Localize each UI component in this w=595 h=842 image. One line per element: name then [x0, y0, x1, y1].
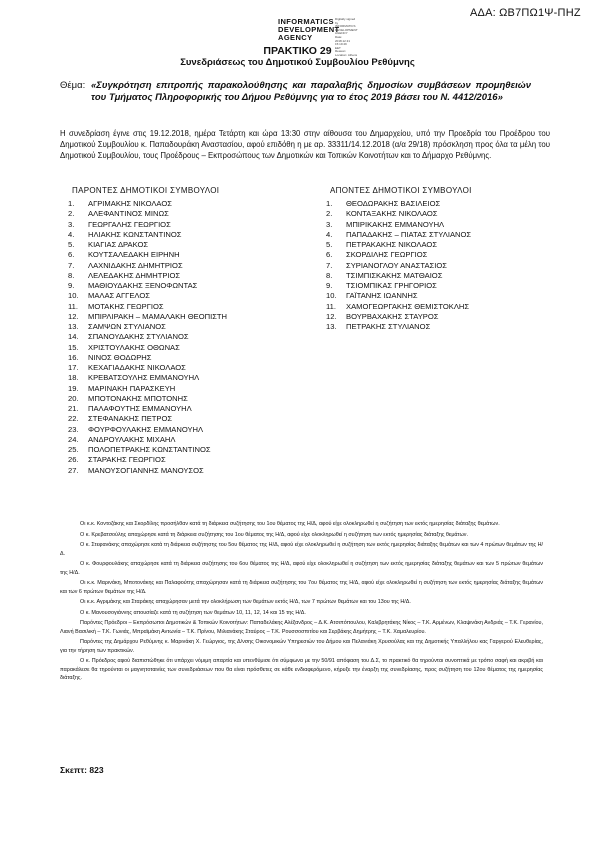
present-member-name: ΦΟΥΡΦΟΥΛΑΚΗΣ ΕΜΜΑΝΟΥΗΛ [88, 424, 204, 434]
absent-member-name: ΚΟΝΤΑΞΑΚΗΣ ΝΙΚΟΛΑΟΣ [346, 209, 438, 219]
present-member-number: 13. [68, 322, 79, 331]
absent-member-number: 8. [326, 270, 333, 280]
absent-member [326, 322, 471, 332]
absent-member [326, 220, 471, 230]
note-paragraph: Ο κ. Κρεβατσούλης απαχώρησε κατά τη διάρκεια συζήτησης του 1ου θέματος της Η/Δ, αφού είχε ολοκληρωθεί η συζήτηση των εκτός ημερησίας διάταξης θεμάτων. [80, 531, 468, 538]
present-heading: ΠΑΡΟΝΤΕΣ ΔΗΜΟΤΙΚΟΙ ΣΥΜΒΟΥΛΟΙ [72, 186, 220, 195]
absent-member-number: 4. [326, 229, 333, 239]
stamp-line-3: AGENCY [278, 33, 313, 42]
present-member [68, 404, 227, 414]
stamp-line-1: INFORMATICS [278, 17, 334, 26]
present-member-name: ΠΑΛΑΦΟΥΤΗΣ ΕΜΜΑΝΟΥΗΛ [88, 404, 192, 413]
note-paragraph: Παρόντες Πρόεδροι – Εκπρόσωποι Δημοτικών & Τοπικών Κοινοτήτων: Παπαδελάκης Αλέξανδρος – Δ.Κ. Ατσιπόπουλου, Καλιβρητάκης Νίκος – Τ.Κ. Αρμένων, Κλαψινάκη Ανδριάς – Τ.Κ. Γερανίου, Λιανή Βασιλική – Τ.Κ. Γωνιάς, Μπραϊμάκη Αντωνία – Τ.Κ. Πρίνου, Μιλιανάκης Σταύρος – Τ.Κ. Ρουσσοσπιτίου και Σερβάκης Δημήτρης – Τ.Κ. Χαμαλευρίου. [60, 620, 543, 635]
absent-member [326, 240, 471, 250]
present-member-number: 7. [68, 260, 75, 270]
present-member-number: 19. [68, 383, 79, 393]
present-member-number: 12. [68, 311, 79, 321]
present-member-name: ΣΠΑΝΟΥΔΑΚΗΣ ΣΤΥΛΙΑΝΟΣ [88, 332, 189, 342]
absent-member-name: ΤΣΙΜΠΙΣΚΑΚΗΣ ΜΑΤΘΑΙΟΣ [346, 270, 443, 280]
present-member-number: 18. [68, 373, 79, 383]
present-member-number: 25. [68, 445, 79, 454]
present-member-number: 2. [68, 209, 75, 219]
present-member-name: ΚΙΑΓΙΑΣ ΔΡΑΚΟΣ [88, 240, 149, 249]
present-member-name: ΣΤΑΡΑΚΗΣ ΓΕΩΡΓΙΟΣ [88, 455, 166, 465]
present-member [68, 291, 227, 301]
present-member [68, 250, 227, 260]
absent-member-name: ΓΑΪΤΑΝΗΣ ΙΩΑΝΝΗΣ [346, 291, 418, 301]
absent-member-number: 6. [326, 250, 333, 260]
present-member [68, 363, 227, 373]
absent-member-name: ΠΕΤΡΑΚΗΣ ΣΤΥΛΙΑΝΟΣ [346, 322, 431, 331]
present-member-number: 9. [68, 281, 75, 290]
absent-member [326, 271, 471, 281]
absent-member-number: 9. [326, 281, 333, 290]
stamp-detail-2: INFORMATICS [335, 24, 356, 29]
present-member [68, 455, 227, 465]
note-paragraph: Ο κ. Μανουσογιάννης απουσίαζε κατά τη συζήτηση των θεμάτων 10, 11, 12, 14 και 15 της Η/Δ. [80, 609, 306, 616]
present-list [68, 199, 227, 476]
present-member-number: 3. [68, 219, 75, 229]
present-member-name: ΚΕΧΑΓΙΑΔΑΚΗΣ ΝΙΚΟΛΑΟΣ [88, 363, 186, 372]
present-member [68, 209, 227, 219]
stamp-detail-3: DEVELOPMENT AGENCY [335, 27, 358, 36]
absent-member-number: 1. [326, 199, 333, 208]
absent-member-number: 10. [326, 291, 337, 301]
present-member-number: 8. [68, 270, 75, 280]
absent-heading: ΑΠΟΝΤΕΣ ΔΗΜΟΤΙΚΟΙ ΣΥΜΒΟΥΛΟΙ [330, 186, 472, 195]
absent-member-number: 12. [326, 311, 337, 321]
present-member [68, 384, 227, 394]
absent-member-name: ΠΑΠΑΔΑΚΗΣ – ΠΙΑΤΑΣ ΣΤΥΛΙΑΝΟΣ [346, 229, 472, 239]
present-member-number: 26. [68, 455, 79, 465]
present-member-number: 4. [68, 229, 75, 239]
absent-member-number: 11. [326, 301, 336, 311]
present-member-name: ΜΠΟΤΟΝΑΚΗΣ ΜΠΟΤΟΝΗΣ [88, 393, 188, 403]
present-member-name: ΧΡΙΣΤΟΥΛΑΚΗΣ ΟΘΩΝΑΣ [88, 342, 180, 352]
present-member [68, 445, 227, 455]
intro-paragraph: Η συνεδρίαση έγινε στις 19.12.2018, ημέρα Τετάρτη και ώρα 13:30 στην αίθουσα του Δημαρχείου, υπό την Προεδρία του Προέδρου του Δημοτικού Συμβουλίου κ. Παπαδουράκη Αναστασίου, αφού επιδόθη η με αρ. 33311/14.12.2018 (α/α 29/18) πρόσκληση προς όλα τα μέλη του Δημοτικού Συμβουλίου, τους Προέδρους – Εκπροσώπους των Δημοτικών και Τοπικών Κοινοτήτων και το Δήμαρχο Ρεθύμνης. [60, 129, 550, 160]
absent-member [326, 199, 471, 209]
absent-member-name: ΘΕΟΔΩΡΑΚΗΣ ΒΑΣΙΛΕΙΟΣ [346, 199, 441, 208]
present-member [68, 435, 227, 445]
absent-member [326, 230, 471, 240]
stamp-detail-5: EET [335, 45, 341, 50]
subject-label: Θέμα: [60, 80, 86, 91]
present-member [68, 261, 227, 271]
absent-member-name: ΒΟΥΡΒΑΧΑΚΗΣ ΣΤΑΥΡΟΣ [346, 311, 439, 321]
present-member-number: 23. [68, 424, 79, 434]
note-paragraph: Παρόντες της Δημάρχου Ρεθύμνης κ. Μαρινάκη Χ. Γεώργιος, της Δ/νσης Οικονομικών Υπηρεσιών του Δήμου και Πελανιάκη Χρυσούλας και της Δημοτικής Υπαλλήλου κας Γαργερού Ελευθερίας, για την τήρηση των πρακτικών. [60, 639, 543, 654]
present-member-name: ΚΡΕΒΑΤΣΟΥΛΗΣ ΕΜΜΑΝΟΥΗΛ [88, 373, 200, 383]
present-member [68, 425, 227, 435]
note-paragraph: Οι κ.κ. Αγριμάκης και Σταράκης απαχώρησαν μετά την ολοκλήρωση των θεμάτων εκτός Η/Δ, των 7 πρώτων θεμάτων και του 13ου της Η/Δ. [80, 599, 411, 605]
present-member [68, 271, 227, 281]
note-paragraph: Ο κ. Φουρφουλάκης απαχώρησε κατά τη διάρκεια συζήτησης του 6ου θέματος της Η/Δ, αφού είχε ολοκληρωθεί η συζήτηση των εκτός ημερησίας διάταξης θεμάτων και των 5 πρώτων θεμάτων της Η/Δ. [60, 561, 543, 576]
present-member-name: ΣΤΕΦΑΝΑΚΗΣ ΠΕΤΡΟΣ [88, 414, 173, 424]
present-member [68, 373, 227, 383]
present-member-number: 14. [68, 332, 79, 342]
present-member-number: 16. [68, 352, 79, 362]
present-member [68, 322, 227, 332]
note-paragraph: Ο κ. Στεφανάκης απαχώρησε κατά τη διάρκεια συζήτησης του 5ου θέματος της Η/Δ, αφού είχε ολοκληρωθεί η συζήτηση των εκτός ημερησίας διάταξης θεμάτων και των 4 πρώτων θεμάτων της Η/Δ. [60, 542, 543, 557]
absent-member-name: ΜΠΙΡΙΚΑΚΗΣ ΕΜΜΑΝΟΥΗΛ [346, 219, 445, 229]
notes-section [60, 520, 543, 685]
present-member [68, 199, 227, 209]
present-member [68, 312, 227, 322]
present-member [68, 332, 227, 342]
present-member [68, 343, 227, 353]
present-member-number: 11. [68, 301, 78, 311]
present-member-number: 20. [68, 393, 79, 403]
present-member-number: 1. [68, 199, 75, 208]
stamp-line-2: DEVELOPMENT [278, 25, 340, 34]
present-member-name: ΑΛΕΦΑΝΤΙΝΟΣ ΜΙΝΩΣ [88, 209, 169, 219]
absent-member-number: 3. [326, 219, 333, 229]
present-member-number: 21. [68, 404, 79, 413]
session-title: Συνεδριάσεως του Δημοτικού Συμβουλίου Ρεθύμνης [180, 57, 415, 68]
present-member-name: ΜΑΝΟΥΣΟΓΙΑΝΝΗΣ ΜΑΝΟΥΣΟΣ [88, 465, 204, 475]
absent-member [326, 281, 471, 291]
present-member-name: ΜΟΤΑΚΗΣ ΓΕΩΡΓΙΟΣ [88, 301, 164, 311]
note-paragraph: Ο κ. Πρόεδρος αφού διαπιστώθηκε ότι υπάρχει νόμιμη απαρτία και υπενθύμισε ότι σύμφωνα με την 50/91 απόφαση του Δ.Σ, το πρακτικό θα τηρούνται συνοπτικά με τρόπο σαφή και ακριβή και παρακάλεσε θα τηρούνται οι μαγνητοταινίες των συνεδριάσεων που θα είναι πρόσθετες σε κάθε ενδιαφερόμενο, κήρυξε την έναρξη της συνεδρίασης, προς συζήτηση του 12ου θέματος της ημερησίας διάταξης. [60, 658, 543, 681]
present-member-name: ΜΑΡΙΝΑΚΗ ΠΑΡΑΣΚΕΥΗ [88, 383, 176, 393]
present-member [68, 414, 227, 424]
present-member-name: ΛΕΛΕΔΑΚΗΣ ΔΗΜΗΤΡΙΟΣ [88, 270, 181, 280]
present-member-number: 15. [68, 342, 79, 352]
absent-member-name: ΠΕΤΡΑΚΑΚΗΣ ΝΙΚΟΛΑΟΣ [346, 240, 438, 249]
present-member-name: ΓΕΩΡΓΑΛΗΣ ΓΕΩΡΓΙΟΣ [88, 219, 171, 229]
note-paragraph: Οι κ.κ. Κοντοζάκης και Σκορδίλης προσήλθαν κατά τη διάρκεια συζήτησης του 1ου θέματος της Η/Δ, αφού είχε ολοκληρωθεί η συζήτηση των εκτός ημερησίας διάταξης θεμάτων. [80, 521, 500, 527]
present-member [68, 394, 227, 404]
present-member-name: ΑΝΔΡΟΥΛΑΚΗΣ ΜΙΧΑΗΛ [88, 434, 176, 444]
present-member-number: 5. [68, 240, 75, 249]
present-member-number: 22. [68, 414, 79, 424]
absent-member [326, 209, 471, 219]
subject-text: «Συγκρότηση επιτροπής παρακολούθησης και παραλαβής δημοσίων συμβάσεων προμηθειών του Τμήματος Πληροφορικής του Δήμου Ρεθύμνης για το έτος 2019 βάσει του Ν. 4412/2016» [91, 80, 531, 103]
absent-member-name: ΣΚΟΡΔΙΛΗΣ ΓΕΩΡΓΙΟΣ [346, 250, 428, 260]
absent-member-number: 7. [326, 260, 333, 270]
stamp-detail-6: Reason: [335, 49, 347, 54]
present-member-name: ΝΙΝΟΣ ΘΟΔΩΡΗΣ [88, 352, 152, 362]
absent-member [326, 302, 471, 312]
present-member-name: ΠΟΛΟΠΕΤΡΑΚΗΣ ΚΩΝΣΤΑΝΤΙΝΟΣ [88, 445, 211, 454]
absent-member-name: ΤΣΙΟΜΠΙΚΑΣ ΓΡΗΓΟΡΙΟΣ [346, 281, 437, 290]
present-member [68, 281, 227, 291]
stamp-detail-7: Location: Athens [335, 52, 358, 57]
present-member [68, 466, 227, 476]
absent-member-name: ΧΑΜΟΓΕΩΡΓΑΚΗΣ ΘΕΜΙΣΤΟΚΛΗΣ [346, 301, 470, 311]
stamp-detail-4: Date: 2018.12.31 15:19:49 [335, 34, 351, 47]
present-member [68, 353, 227, 363]
skeptei-number: Σκεπτ: 823 [60, 765, 104, 775]
absent-member-name: ΣΥΡΙΑΝΟΓΛΟΥ ΑΝΑΣΤΑΣΙΟΣ [346, 260, 447, 270]
present-member-number: 24. [68, 434, 79, 444]
present-member-number: 17. [68, 363, 79, 372]
absent-member [326, 312, 471, 322]
present-member [68, 240, 227, 250]
present-member-number: 6. [68, 250, 75, 260]
note-paragraph: Οι κ.κ. Μαρινάκη, Μποτονάκης και Παλαφούτης απαχώρησαν κατά τη διάρκεια συζήτησης του 7ου θέματος της Η/Δ, αφού είχε ολοκληρωθεί η συζήτηση των εκτός ημερησίας διάταξης θεμάτων και των 6 πρώτων θεμάτων της Η/Δ. [60, 580, 543, 595]
absent-member [326, 250, 471, 260]
present-member-name: ΜΑΛΑΣ ΑΓΓΕΛΟΣ [88, 291, 150, 301]
present-member [68, 230, 227, 240]
present-member-name: ΚΟΥΤΣΑΛΕΔΑΚΗ ΕΙΡΗΝΗ [88, 250, 180, 260]
present-member-name: ΑΓΡΙΜΑΚΗΣ ΝΙΚΟΛΑΟΣ [88, 199, 172, 208]
present-member [68, 220, 227, 230]
absent-member-number: 13. [326, 322, 337, 331]
absent-member-number: 2. [326, 209, 333, 219]
minutes-number: ΠΡΑΚΤΙΚΟ 29 [263, 45, 332, 57]
present-member-name: ΛΑΧΝΙΔΑΚΗΣ ΔΗΜΗΤΡΙΟΣ [88, 260, 183, 270]
absent-list [326, 199, 471, 332]
ada-code: ΑΔΑ: ΩΒ7ΠΩ1Ψ-ΠΗΖ [470, 7, 581, 19]
present-member-name: ΜΑΘΙΟΥΔΑΚΗΣ ΞΕΝΟΦΩΝΤΑΣ [88, 281, 198, 290]
stamp-detail-1: Digitally signed by [335, 17, 356, 25]
absent-member [326, 261, 471, 271]
absent-member-number: 5. [326, 240, 333, 249]
absent-member [326, 291, 471, 301]
present-member-name: ΣΑΜΨΩΝ ΣΤΥΛΙΑΝΟΣ [88, 322, 166, 331]
present-member-number: 10. [68, 291, 79, 301]
present-member [68, 302, 227, 312]
present-member-name: ΜΠΙΡΛΙΡΑΚΗ – ΜΑΜΑΛΑΚΗ ΘΕΟΠΙΣΤΗ [88, 311, 228, 321]
present-member-number: 27. [68, 465, 79, 475]
present-member-name: ΗΛΙΑΚΗΣ ΚΩΝΣΤΑΝΤΙΝΟΣ [88, 229, 182, 239]
